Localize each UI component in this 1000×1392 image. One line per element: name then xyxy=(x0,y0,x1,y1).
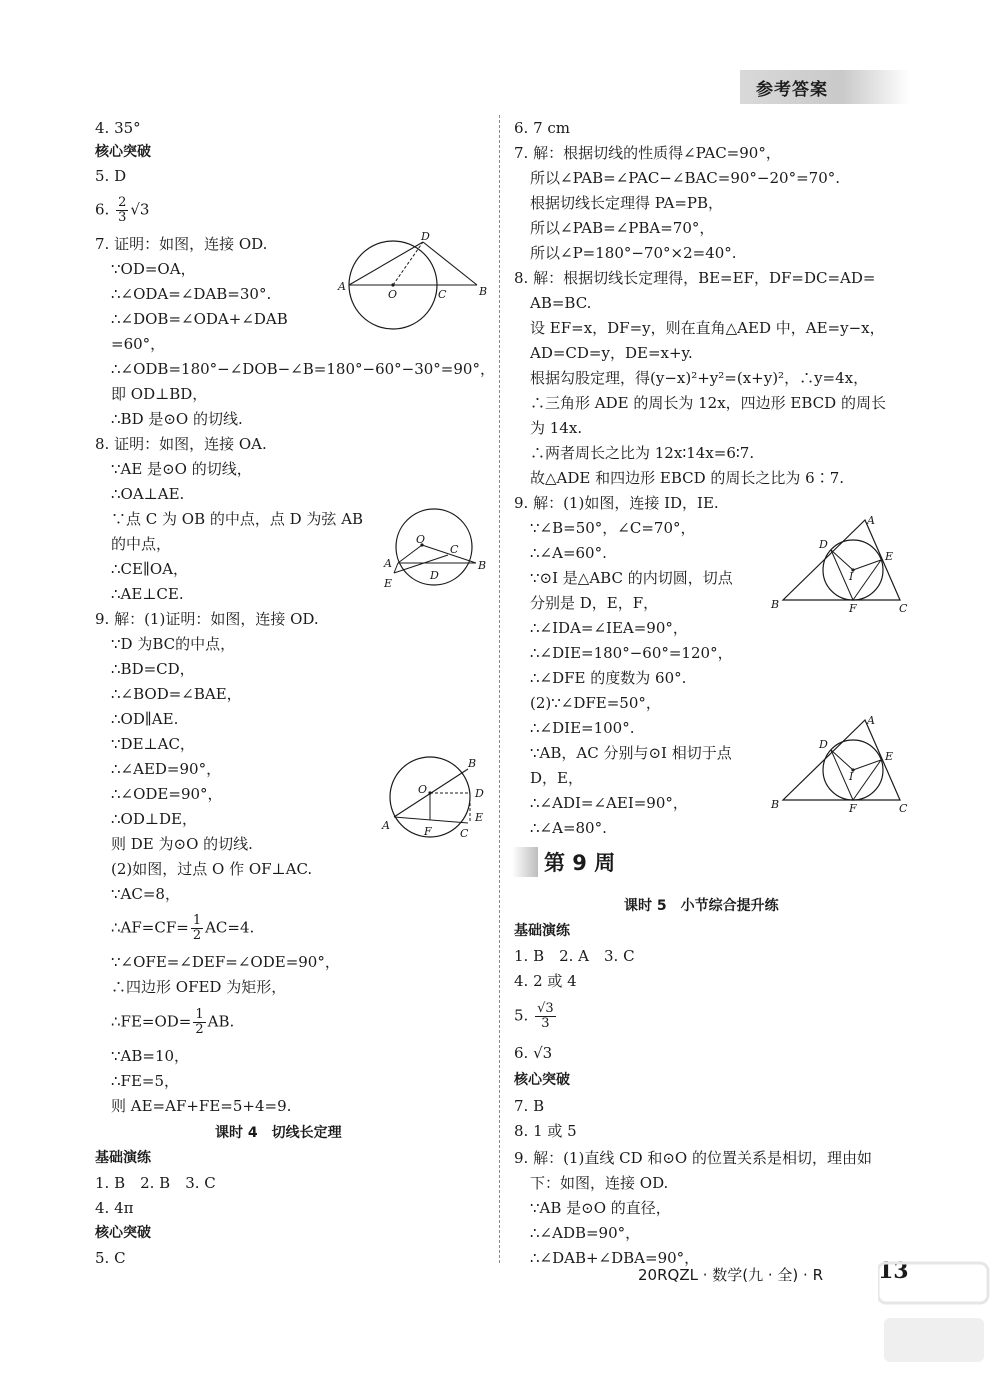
answer-line: 9. 解：(1)直线 CD 和⊙O 的位置关系是相切，理由如 xyxy=(514,1149,873,1167)
answer-line: 8. 解：根据切线长定理得，BE=EF，DF=DC=AD= xyxy=(514,269,876,287)
label-o: O xyxy=(416,533,426,546)
answer-line: ∴∠DFE 的度数为 60°. xyxy=(530,669,687,687)
answer-line: 下：如图，连接 OD. xyxy=(530,1174,669,1192)
label-a: A xyxy=(338,280,346,293)
label-b: B xyxy=(771,598,780,611)
answer-line: 设 EF=x，DF=y，则在直角△AED 中，AE=y−x， xyxy=(530,319,885,337)
answer-line: ∴AE⊥CE. xyxy=(111,585,184,603)
answer-line: ∴∠IDA=∠IEA=90°， xyxy=(530,619,688,637)
answer-line: ∵OD=OA， xyxy=(111,260,196,278)
answer-line: ∴∠DOB=∠ODA+∠DAB xyxy=(111,310,288,328)
answer-line: 8. 1 或 5 xyxy=(514,1122,577,1140)
answer-line: ∵⊙I 是△ABC 的内切圆，切点 xyxy=(530,569,733,587)
answer-line: 7. B xyxy=(514,1097,545,1115)
column-divider xyxy=(499,115,500,1263)
figure-q8-circle xyxy=(378,505,493,595)
answer-line: ∴∠ODB=180°−∠DOB−∠B=180°−60°−30°=90°， xyxy=(111,360,495,378)
fraction xyxy=(535,1002,556,1031)
answer-line: ∴∠A=80°. xyxy=(530,819,607,837)
label-a: A xyxy=(867,514,875,527)
answer-line: AD=CD=y，DE=x+y. xyxy=(530,344,693,362)
answer-line: ∵AE 是⊙O 的切线， xyxy=(111,460,252,478)
answer-line: ∴∠AED=90°， xyxy=(111,760,222,778)
label-o: O xyxy=(388,288,398,301)
denominator: 2 xyxy=(195,1022,204,1037)
week-title xyxy=(512,845,712,879)
section-heading: 基础演练 xyxy=(95,1150,151,1166)
center-point xyxy=(391,283,394,286)
answer-line: 所以∠PAB=∠PAC−∠BAC=90°−20°=70°. xyxy=(530,169,841,187)
fe-prefix: ∴FE=OD= xyxy=(111,1012,192,1031)
fraction xyxy=(193,1008,205,1037)
line-oa xyxy=(398,545,422,563)
label-e: E xyxy=(475,811,484,824)
answer-line-6 xyxy=(95,196,149,225)
answer-line: ∴∠ADB=90°， xyxy=(530,1224,641,1242)
label-e: E xyxy=(885,550,894,563)
line-id xyxy=(831,750,853,770)
answer-line: =60°， xyxy=(111,335,166,353)
answer-line: ∴∠ADI=∠AEI=90°， xyxy=(530,794,688,812)
center-point xyxy=(428,791,431,794)
label-d: D xyxy=(475,787,484,800)
answer-line: (2)∵∠DFE=50°， xyxy=(530,694,661,712)
figure-q9-incircle-1 xyxy=(765,512,915,617)
sqrt-term: √3 xyxy=(130,200,150,219)
answer-line: AB=BC. xyxy=(530,294,592,312)
header-label: 参考答案 xyxy=(756,79,828,100)
answer-line: 9. 解：(1)证明：如图，连接 OD. xyxy=(95,610,319,628)
answer-line: ∵点 C 为 OB 的中点，点 D 为弦 AB xyxy=(111,510,364,528)
line-id xyxy=(831,550,853,570)
line-ef xyxy=(853,560,881,600)
figure-q9-circle xyxy=(380,755,495,850)
answer-line: ∵AC=8， xyxy=(111,885,180,903)
label-i: I xyxy=(849,770,854,783)
line-ad xyxy=(349,242,423,285)
numerator: 1 xyxy=(195,1007,204,1022)
label-d: D xyxy=(819,738,828,751)
answer-line: ∴∠ODE=90°， xyxy=(111,785,223,803)
answer-line: 7. 解：根据切线的性质得∠PAC=90°， xyxy=(514,144,781,162)
label-a: A xyxy=(382,819,390,832)
answer-line: 6. 7 cm xyxy=(514,119,571,137)
answer-line: 的中点， xyxy=(111,535,172,553)
label-c: C xyxy=(899,602,908,615)
answer-line: ∴四边形 OFED 为矩形， xyxy=(111,978,287,996)
watermark-logo-icon xyxy=(878,1248,990,1378)
answer-line: ∵DE⊥AC， xyxy=(111,735,195,753)
answer-line: 根据切线长定理得 PA=PB， xyxy=(530,194,724,212)
denominator: 3 xyxy=(118,210,127,225)
answer-line: ∴两者周长之比为 12x∶14x=6∶7. xyxy=(530,444,755,462)
answer-line: ∵∠OFE=∠DEF=∠ODE=90°， xyxy=(111,953,340,971)
answer-line: 所以∠P=180°−70°×2=40°. xyxy=(530,244,737,262)
answer-line: 6. √3 xyxy=(514,1044,553,1062)
label-c: C xyxy=(899,802,908,815)
line-ce xyxy=(394,555,448,573)
label-c: C xyxy=(450,543,459,556)
denominator: 2 xyxy=(192,928,202,943)
answer-line: 则 AE=AF+FE=5+4=9. xyxy=(111,1097,292,1115)
answer-line: ∴OA⊥AE. xyxy=(111,485,185,503)
chord-ac xyxy=(394,817,468,823)
answer-line-5 xyxy=(514,1002,558,1031)
answer-line: 1. B 2. B 3. C xyxy=(95,1174,216,1192)
label-f: F xyxy=(849,602,857,615)
fraction xyxy=(191,914,203,943)
label-c: C xyxy=(460,827,469,840)
answer-line: ∴∠DIE=100°. xyxy=(530,719,635,737)
label-d: D xyxy=(430,569,439,582)
section-heading: 核心突破 xyxy=(514,1072,570,1088)
lesson-title: 课时 5 小节综合提升练 xyxy=(624,898,779,914)
week-title-text: 第 9 周 xyxy=(544,851,616,875)
answer-prefix: 5. xyxy=(514,1006,534,1025)
answer-line: 9. 解：(1)如图，连接 ID，IE. xyxy=(514,494,719,512)
answer-line: D，E， xyxy=(530,769,583,787)
answer-line: 则 DE 为⊙O 的切线. xyxy=(111,835,253,853)
label-f: F xyxy=(424,825,432,838)
answer-line: ∵AB 是⊙O 的直径， xyxy=(530,1199,671,1217)
numerator: 2 xyxy=(118,195,127,210)
label-i: I xyxy=(849,570,854,583)
fe-tail: AB. xyxy=(207,1012,235,1031)
answer-line: 5. D xyxy=(95,167,127,185)
answer-line: 4. 2 或 4 xyxy=(514,972,577,990)
figure-q7-circle-tangent xyxy=(335,230,495,340)
label-e: E xyxy=(384,577,393,590)
af-tail: AC=4. xyxy=(205,918,255,937)
footer-book-code: 20RQZL · 数学(九 · 全) · R xyxy=(638,1266,823,1284)
answer-line: ∵∠B=50°，∠C=70°， xyxy=(530,519,696,537)
answer-line: 故△ADE 和四边形 EBCD 的周长之比为 6∶7. xyxy=(530,469,845,487)
line-ef xyxy=(853,760,881,800)
label-d: D xyxy=(421,230,430,243)
answer-line: 1. B 2. A 3. C xyxy=(514,947,635,965)
fraction xyxy=(116,196,128,225)
label-b: B xyxy=(478,559,487,572)
line-ie xyxy=(853,560,881,570)
lesson-title: 课时 4 切线长定理 xyxy=(215,1125,342,1141)
answer-line: ∴∠A=60°. xyxy=(530,544,607,562)
answer-line: ∵AB=10， xyxy=(111,1047,190,1065)
line-ie xyxy=(853,760,881,770)
section-heading: 核心突破 xyxy=(95,144,151,160)
label-o: O xyxy=(418,783,428,796)
answer-line: ∴OD∥AE. xyxy=(111,710,179,728)
label-d: D xyxy=(819,538,828,551)
answer-line: ∴CE∥OA， xyxy=(111,560,189,578)
week-title-bar xyxy=(512,847,538,877)
answer-line: 5. C xyxy=(95,1249,126,1267)
answer-line: 为 14x. xyxy=(530,419,583,437)
answer-line: ∵AB，AC 分别与⊙I 相切于点 xyxy=(530,744,732,762)
label-b: B xyxy=(468,757,477,770)
label-c: C xyxy=(438,288,447,301)
answer-line: (2)如图，过点 O 作 OF⊥AC. xyxy=(111,860,313,878)
label-b: B xyxy=(479,285,488,298)
page-number: 13 xyxy=(878,1258,909,1284)
answer-line-fe xyxy=(95,1008,234,1037)
numerator: √3 xyxy=(537,1001,554,1016)
af-prefix: ∴AF=CF= xyxy=(111,918,189,937)
answer-key-header xyxy=(740,70,910,104)
answer-line: 根据勾股定理，得(y−x)²+y²=(x+y)²，∴y=4x， xyxy=(530,369,869,387)
label-a: A xyxy=(867,714,875,727)
denominator: 3 xyxy=(541,1016,550,1031)
answer-line-af xyxy=(95,914,254,943)
numerator: 1 xyxy=(192,913,202,928)
line-ob xyxy=(422,545,476,563)
section-heading: 核心突破 xyxy=(95,1225,151,1241)
answer-line: 4. 35° xyxy=(95,119,141,137)
label-e: E xyxy=(885,750,894,763)
answer-line: 分别是 D，E，F， xyxy=(530,594,659,612)
label-b: B xyxy=(771,798,780,811)
answer-line: ∴FE=5， xyxy=(111,1072,180,1090)
answer-line: 7. 证明：如图，连接 OD. xyxy=(95,235,268,253)
answer-line: 8. 证明：如图，连接 OA. xyxy=(95,435,267,453)
answer-line: 4. 4π xyxy=(95,1199,134,1217)
answer-line: ∴BD 是⊙O 的切线. xyxy=(111,410,243,428)
answer-line: ∴OD⊥DE， xyxy=(111,810,197,828)
answer-line: 所以∠PAB=∠PBA=70°， xyxy=(530,219,715,237)
section-heading: 基础演练 xyxy=(514,923,570,939)
answer-line: 即 OD⊥BD， xyxy=(111,385,208,403)
answer-line: ∴∠ODA=∠DAB=30°. xyxy=(111,285,272,303)
answer-line: ∴∠DIE=180°−60°=120°， xyxy=(530,644,733,662)
figure-q9-incircle-2 xyxy=(765,712,915,817)
answer-line: ∴三角形 ADE 的周长为 12x，四边形 EBCD 的周长 xyxy=(530,394,886,412)
answer-line: ∵D 为BC的中点， xyxy=(111,635,236,653)
answer-line: ∴∠BOD=∠BAE， xyxy=(111,685,242,703)
label-f: F xyxy=(849,802,857,815)
answer-line: ∴∠DAB+∠DBA=90°， xyxy=(530,1249,700,1267)
label-a: A xyxy=(384,557,392,570)
answer-prefix: 6. xyxy=(95,200,115,219)
answer-line: ∴BD=CD， xyxy=(111,660,195,678)
